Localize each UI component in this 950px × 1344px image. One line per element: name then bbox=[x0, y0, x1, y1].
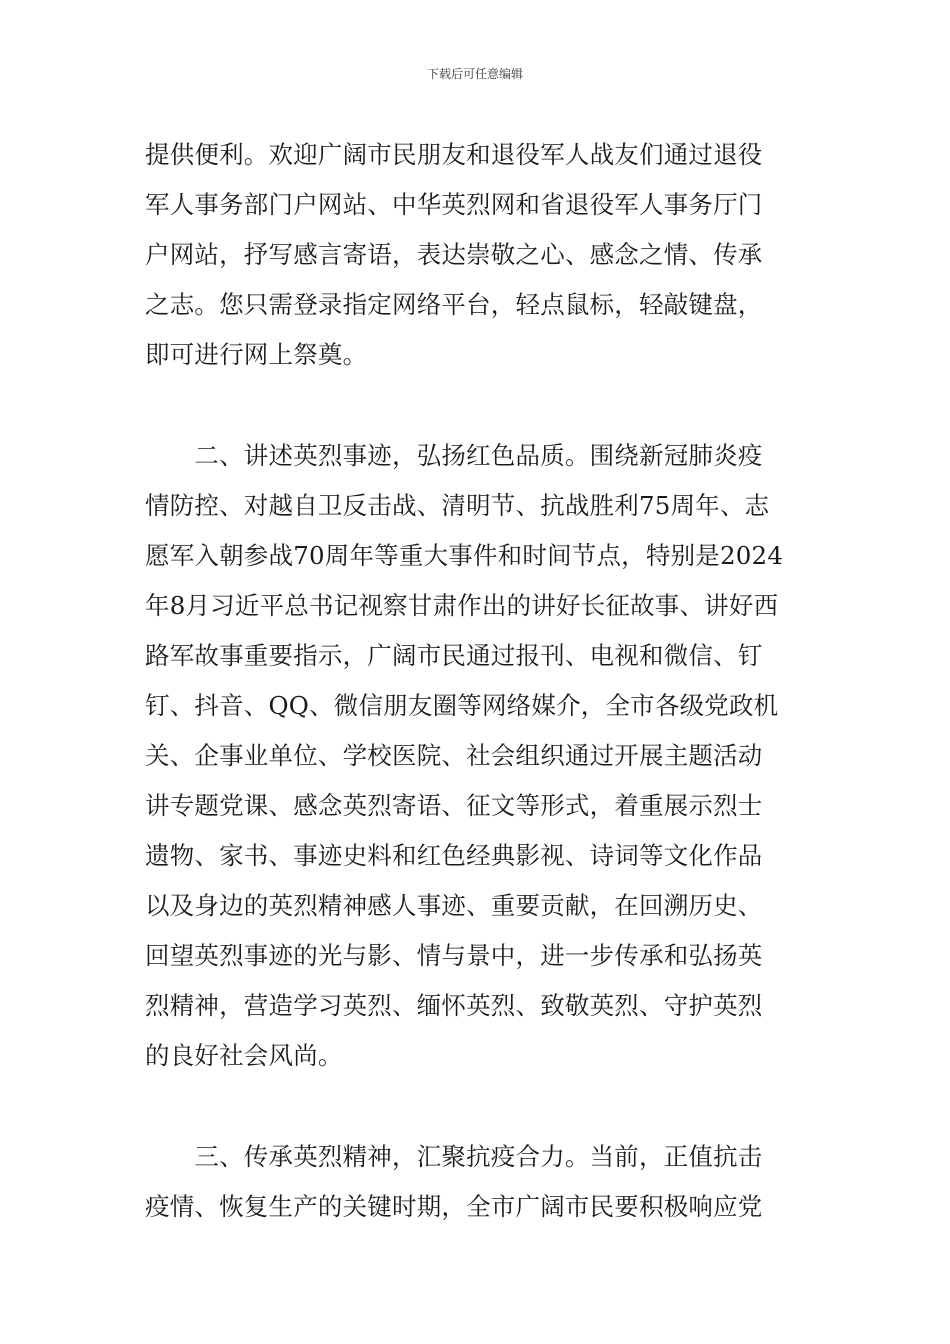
text-line: 提供便利。欢迎广阔市民朋友和退役军人战友们通过退役 bbox=[145, 140, 763, 169]
page-header: 下载后可任意编辑 bbox=[426, 67, 523, 81]
text-line: 路军故事重要指示，广阔市民通过报刊、电视和微信、钉 bbox=[145, 641, 763, 670]
document-body bbox=[145, 130, 805, 1232]
paragraph-gap bbox=[145, 1081, 805, 1132]
text-line: 烈精神，营造学习英烈、缅怀英烈、致敬英烈、守护英烈 bbox=[145, 991, 763, 1020]
text-line: 二、讲述英烈事迹，弘扬红色品质。围绕新冠肺炎疫 bbox=[145, 441, 763, 470]
text-line: 即可进行网上祭奠。 bbox=[145, 340, 368, 369]
text-line: 遗物、家书、事迹史料和红色经典影视、诗词等文化作品 bbox=[145, 841, 763, 870]
text-line: 关、企事业单位、学校医院、社会组织通过开展主题活动 bbox=[145, 741, 763, 770]
text-line: 钉、抖音、QQ、微信朋友圈等网络媒介，全市各级党政机 bbox=[145, 691, 779, 720]
paragraph-2 bbox=[145, 431, 805, 1081]
paragraph-gap bbox=[145, 380, 805, 431]
text-line: 三、传承英烈精神，汇聚抗疫合力。当前，正值抗击 bbox=[145, 1142, 763, 1171]
text-line: 之志。您只需登录指定网络平台，轻点鼠标，轻敲键盘， bbox=[145, 290, 763, 319]
paragraph-1 bbox=[145, 130, 805, 380]
text-line: 年8月习近平总书记视察甘肃作出的讲好长征故事、讲好西 bbox=[145, 591, 779, 620]
text-line: 疫情、恢复生产的关键时期，全市广阔市民要积极响应党 bbox=[145, 1192, 763, 1221]
text-line: 户网站，抒写感言寄语，表达崇敬之心、感念之情、传承 bbox=[145, 240, 763, 269]
text-line: 军人事务部门户网站、中华英烈网和省退役军人事务厅门 bbox=[145, 190, 763, 219]
text-line: 回望英烈事迹的光与影、情与景中，进一步传承和弘扬英 bbox=[145, 941, 763, 970]
text-line: 愿军入朝参战70周年等重大事件和时间节点，特别是2024 bbox=[145, 541, 784, 570]
paragraph-3 bbox=[145, 1132, 805, 1232]
text-line: 以及身边的英烈精神感人事迹、重要贡献，在回溯历史、 bbox=[145, 891, 763, 920]
text-line: 情防控、对越自卫反击战、清明节、抗战胜利75周年、志 bbox=[145, 491, 770, 520]
text-line: 讲专题党课、感念英烈寄语、征文等形式，着重展示烈士 bbox=[145, 791, 763, 820]
text-line: 的良好社会风尚。 bbox=[145, 1041, 343, 1070]
